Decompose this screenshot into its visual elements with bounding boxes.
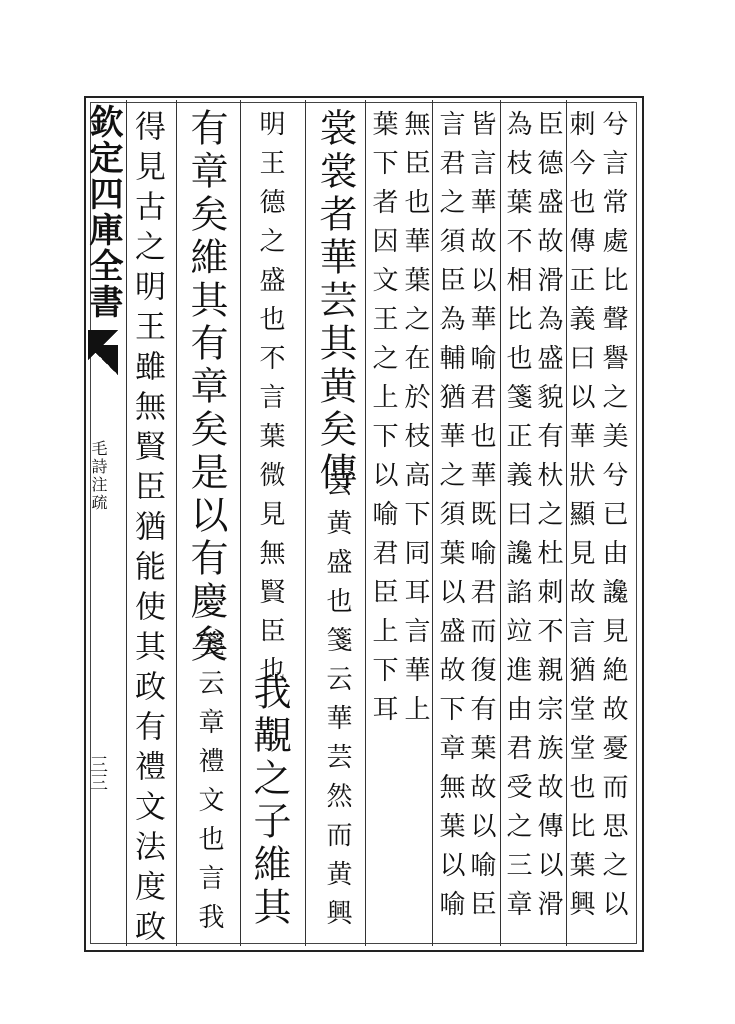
- column-rule: [126, 100, 127, 946]
- text-column: 刺今也傳正義曰以華狀顯見故言猶堂堂也比葉興: [565, 110, 595, 929]
- text-column: 兮言常處比聲譽之美兮已由讒見絶故憂而思之以: [598, 110, 628, 929]
- text-column: 得見古之明王雖無賢臣猶能使其政有禮文法度政: [129, 110, 165, 950]
- text-column: 皆言華故以華喻君也華既喻君而復有葉故以喻臣: [466, 110, 496, 929]
- column-rule: [365, 100, 366, 946]
- text-column-mixed: [313, 108, 357, 495]
- text-column: 臣德盛故滑為盛貌有杕之杜刺不親宗族故傳以滑: [533, 110, 563, 929]
- column-rule: [176, 100, 177, 946]
- book-name: 毛詩注疏: [89, 440, 108, 512]
- column-rule: [432, 100, 433, 946]
- page-number: 三三: [87, 755, 108, 791]
- commentary-text: 明王德之盛也不言葉微見無賢臣也: [255, 110, 285, 695]
- column-rule: [240, 100, 241, 946]
- fishtail-mark: [88, 345, 118, 375]
- column-rule: [500, 100, 501, 946]
- main-text: 有章矣維其有章矣是以有慶矣: [184, 108, 228, 667]
- text-column: 無臣也華葉之在於枝高下同耳言華上: [400, 110, 430, 734]
- main-text: 裳裳者華芸其黄矣傳: [313, 108, 357, 495]
- commentary-text: 箋云章禮文也言我: [194, 630, 224, 942]
- text-column: 為枝葉不相比也箋正義曰讒諂竝進由君受之三章: [502, 110, 532, 929]
- commentary-text: 芸黄盛也箋云華芸然而黄興: [322, 470, 352, 938]
- collection-title: 欽定四庫全書: [83, 104, 123, 320]
- column-rule: [305, 100, 306, 946]
- text-column: 言君之須臣為輔猶華之須葉以盛故下章無葉以喻: [435, 110, 465, 929]
- main-text: 我覯之子維其: [247, 672, 291, 930]
- text-column: 葉下者因文王之上下以喻君臣上下耳: [368, 110, 398, 734]
